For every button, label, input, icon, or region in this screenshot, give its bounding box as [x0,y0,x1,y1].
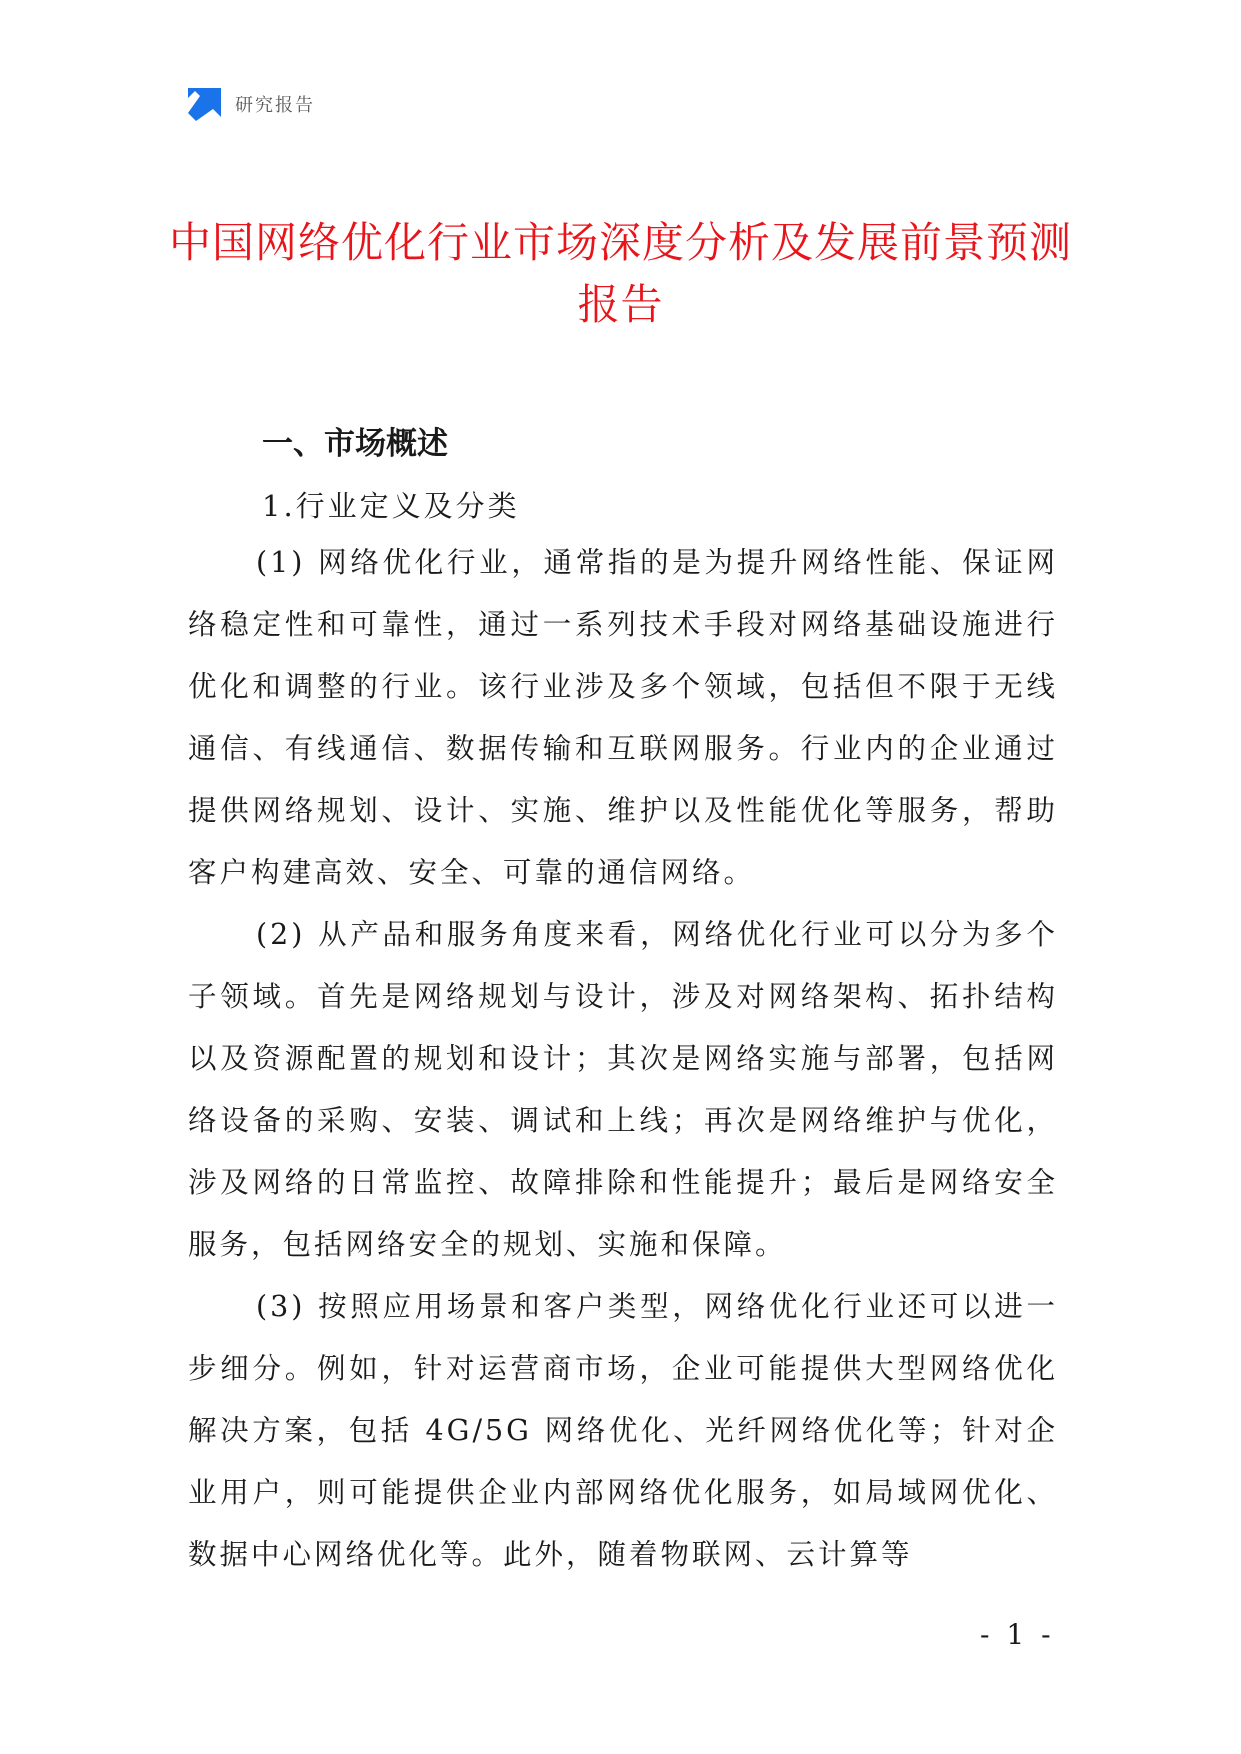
paragraph-1: (1) 网络优化行业，通常指的是为提升网络性能、保证网络稳定性和可靠性，通过一系列技术手段对网络基础设施进行优化和调整的行业。该行业涉及多个领域，包括但不限于无线通信、有线通信、数据传输和互联网服务。行业内的企业通过提供网络规划、设计、实施、维护以及性能优化等服务，帮助客户构建高效、安全、可靠的通信网络。 [188,546,1058,889]
paragraph-3: (3) 按照应用场景和客户类型，网络优化行业还可以进一步细分。例如，针对运营商市场，企业可能提供大型网络优化解决方案，包括 4G/5G 网络优化、光纤网络优化等；针对企业用户，则可能提供企业内部网络优化服务，如局域网优化、数据中心网络优化等。此外，随着物联网、云计算等 [188,1290,1058,1571]
section-heading: 一、市场概述 [262,426,448,462]
paragraph-2: (2) 从产品和服务角度来看，网络优化行业可以分为多个子领域。首先是网络规划与设计，涉及对网络架构、拓扑结构以及资源配置的规划和设计；其次是网络实施与部署，包括网络设备的采购、安装、调试和上线；再次是网络维护与优化，涉及网络的日常监控、故障排除和性能提升；最后是网络安全服务，包括网络安全的规划、实施和保障。 [188,918,1058,1261]
arrow-up-right-logo-icon [188,88,221,121]
report-header [188,86,315,122]
header-label: 研究报告 [235,95,315,116]
subsection-heading: 1.行业定义及分类 [262,489,520,523]
document-title: 中国网络优化行业市场深度分析及发展前景预测报告 [168,218,1072,329]
page-number: - 1 - [980,1618,1055,1651]
